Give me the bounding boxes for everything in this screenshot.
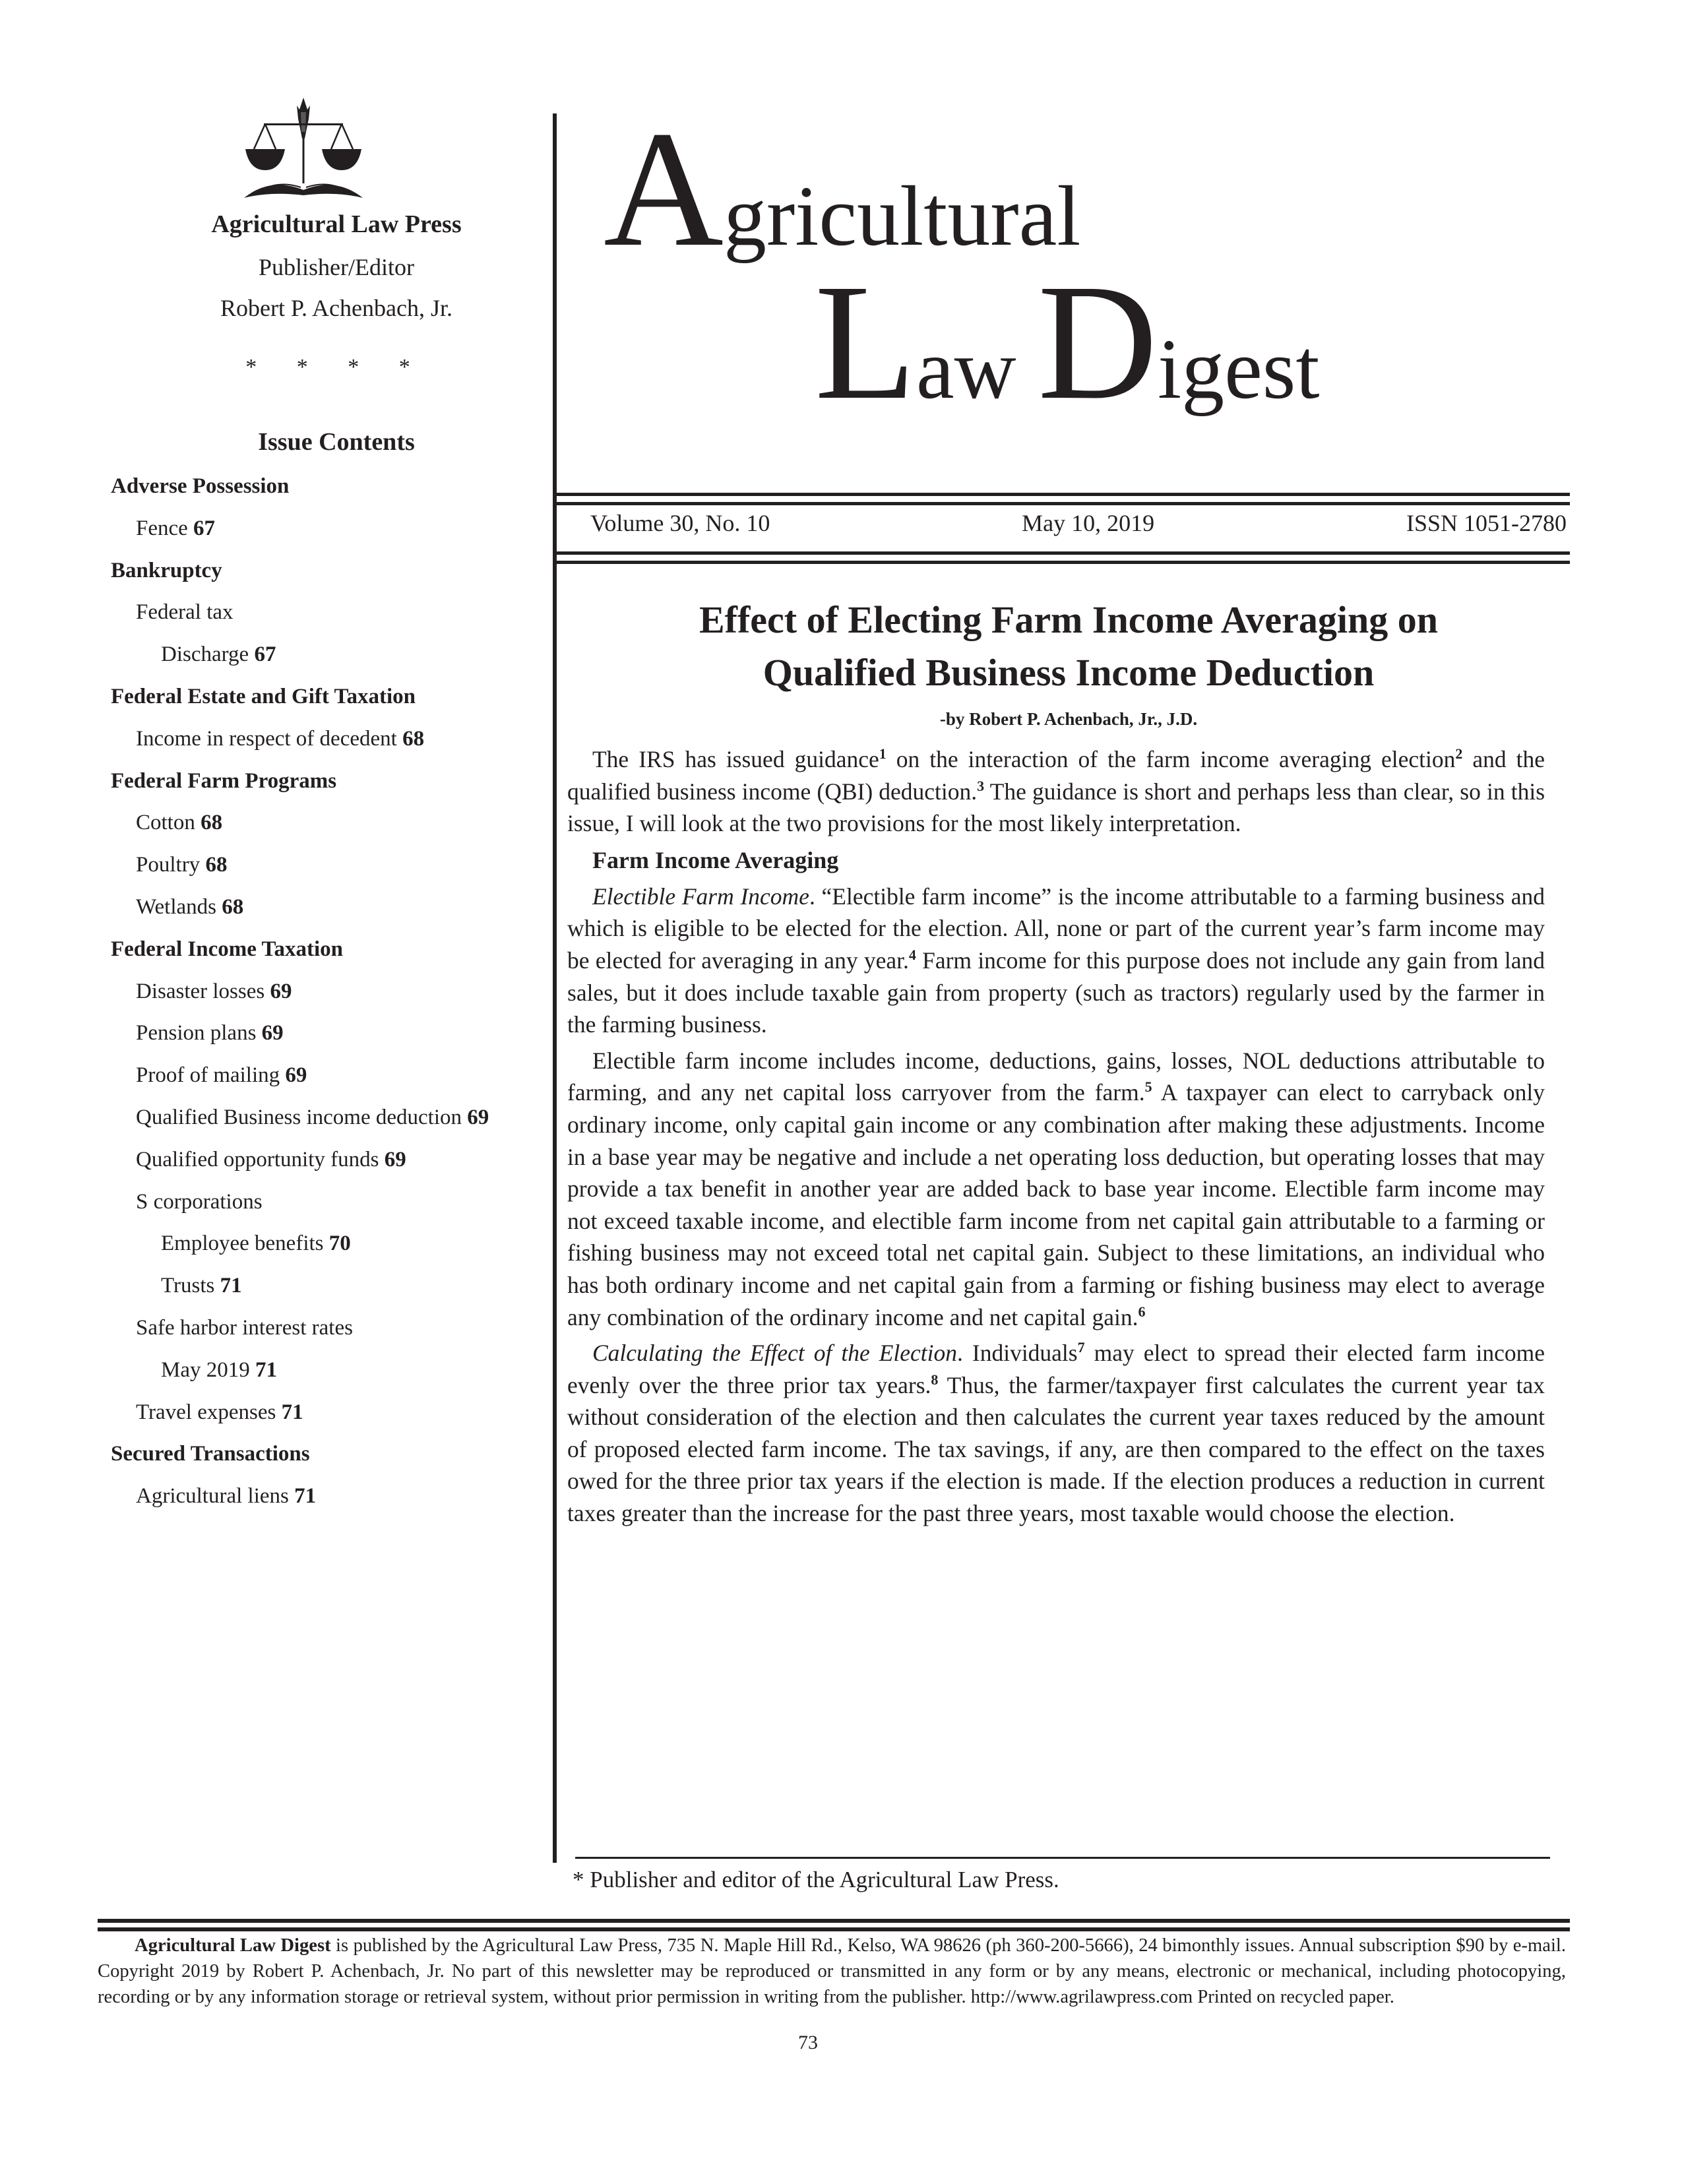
scales-logo-icon [244,92,363,204]
text: A taxpayer can elect to carryback only ordinary income, only capital gain income or any combination after making these adjustments. Income in a base year may be negative and include a net operating loss deduction, but operating losses that may provide a tax benefit in another year are added back to base year income. Electible farm income may not exceed taxable income, and electible farm income from net capital gain attributable to a farming or fishing business may not exceed total net capital gain. Subject to these limitations, an individual who has both ordinary income and net capital gain from a farming or fishing business may elect to average any combination of the ordinary income and net capital gain. [567,1079,1545,1330]
toc-page-number: 69 [384,1147,406,1171]
paragraph-calculating-effect [567,1337,1545,1530]
toc-page-number: 71 [255,1357,277,1382]
toc-label: Pension plans [136,1021,257,1045]
toc-label: Proof of mailing [136,1063,280,1088]
footnote-ref[interactable]: 8 [931,1371,939,1388]
paragraph-electible-income [567,881,1545,1041]
text: . “Electible farm income” is the income attributable to a farming business and which is eligible to be elected for the election. All, none or part of the current year’s farm income may be elected for averaging in any year. [567,883,1545,974]
vertical-divider [553,113,557,1863]
toc-entry[interactable] [111,1101,546,1143]
toc-page-number: 67 [254,642,276,667]
toc-entry[interactable] [111,1480,546,1522]
footer-rule [98,1927,1570,1931]
masthead-cap-a: A [604,96,724,281]
issue-date: May 10, 2019 [1022,510,1155,536]
toc-entry[interactable] [111,1396,546,1438]
volume-number: Volume 30, No. 10 [590,510,770,536]
toc-label: Wetlands [136,894,216,919]
footnote-ref[interactable]: 5 [1144,1078,1152,1096]
text: Thus, the farmer/taxpayer first calculates the current year tax without consideration of the election and then calculates the current year taxes reduced by the amount of proposed elected farm income. The tax savings, if any, are then compared to the effect on the taxes owed for the three prior tax years if the election is made. If the election produces a reduction in current taxes greater than the increase for the past three years, most taxable would choose the election. [567,1371,1545,1527]
toc-page-number: 68 [205,853,228,877]
author-footnote: * Publisher and editor of the Agricultural Law Press. [573,1867,1059,1892]
masthead-word-digest: igest [1158,322,1320,417]
toc-entry [111,1185,546,1228]
toc-entry[interactable] [111,512,546,554]
toc-label: Trusts [161,1274,215,1298]
toc-label: Secured Transactions [111,1442,310,1466]
article-title [567,594,1570,699]
toc-entry[interactable] [111,722,546,764]
toc-label: Travel expenses [136,1400,276,1424]
masthead-word-law: aw [916,322,1038,417]
toc-page-number: 67 [193,516,216,540]
masthead-line-1 [604,96,1081,281]
toc-label: Income in respect of decedent [136,726,397,751]
masthead-rule [557,561,1570,564]
toc-label: S corporations [136,1189,263,1214]
issn: ISSN 1051-2780 [1406,510,1567,536]
toc-section [111,680,546,722]
toc-label: May 2019 [161,1357,250,1382]
masthead-rule [557,502,1570,505]
run-in-heading: Electible Farm Income [592,883,809,910]
article-body [567,743,1545,1534]
separator-stars: * * * * [245,355,427,379]
toc-label: Discharge [161,642,249,667]
toc-entry[interactable] [111,1269,546,1311]
text: and the qualified business income (QBI) deduction. [567,746,1545,805]
toc-entry[interactable] [111,806,546,848]
toc-entry[interactable] [111,848,546,890]
toc-label: Employee benefits [161,1232,324,1256]
masthead-line-2 [815,249,1320,434]
footnote-ref[interactable]: 3 [977,777,985,794]
masthead-rule [557,551,1570,555]
toc-label: Federal Income Taxation [111,937,343,961]
toc-page-number: 70 [328,1232,351,1256]
publisher-role: Publisher/Editor [259,254,414,280]
toc-label: Cotton [136,811,195,835]
toc-label: Qualified opportunity funds [136,1147,379,1171]
toc-label: Bankruptcy [111,558,222,582]
table-of-contents [111,470,546,1522]
toc-page-number: 69 [467,1105,489,1129]
toc-page-number: 68 [402,726,425,751]
colophon-text: is published by the Agricultural Law Press, 735 N. Maple Hill Rd., Kelso, WA 98626 (ph 360-200-5666), 24 bimonthly issues. Annual subscription $90 by e-mail. Copyright 2019 by Robert P. Achenbach, Jr. No part of this newsletter may be reproduced or transmitted in any form or by any means, electronic or mechanical, including photocopying, recording or by any information storage or retrieval system, without prior permission in writing from the publisher. http://www.agrilawpress.com Printed on recycled paper. [98,1935,1566,2007]
page-number: 73 [798,2032,818,2053]
paragraph-intro [567,743,1545,840]
masthead-cap-l: L [815,249,916,434]
article-byline: -by Robert P. Achenbach, Jr., J.D. [939,709,1198,729]
toc-entry[interactable] [111,975,546,1017]
toc-section [111,1437,546,1480]
toc-entry [111,1311,546,1354]
footnote-ref[interactable]: 1 [879,745,887,762]
footnote-rule [575,1857,1550,1859]
footnote-ref[interactable]: 4 [908,946,916,963]
toc-entry[interactable] [111,1143,546,1185]
toc-label: Federal Farm Programs [111,768,337,793]
text: on the interaction of the farm income averaging election [886,746,1456,772]
paragraph-electible-includes [567,1045,1545,1333]
article-title-line-2: Qualified Business Income Deduction [763,651,1375,694]
toc-section [111,470,546,512]
toc-entry[interactable] [111,1227,546,1269]
toc-label: Poultry [136,853,201,877]
toc-page-number: 71 [220,1274,242,1298]
masthead-word-agricultural: gricultural [724,169,1081,264]
section-heading: Farm Income Averaging [592,846,839,873]
text: Farm income for this purpose does not include any gain from land sales, but it does include taxable gain from property (such as tractors) regularly used by the farmer in the farming business. [567,947,1545,1038]
text: . Individuals [957,1340,1078,1367]
toc-entry[interactable] [111,890,546,933]
text: The guidance is short and perhaps less than clear, so in this issue, I will look at the two provisions for the most likely interpretation. [567,778,1545,837]
toc-page-number: 68 [201,811,223,835]
text: Electible farm income includes income, deductions, gains, losses, NOL deductions attributable to farming, and any net capital loss carryover from the farm. [567,1047,1545,1106]
footnote-ref[interactable]: 6 [1138,1303,1146,1320]
toc-label: Federal tax [136,600,234,625]
toc-page-number: 69 [261,1021,284,1045]
text: The IRS has issued guidance [592,746,879,772]
toc-entry[interactable] [111,638,546,680]
text: may elect to spread their elected farm income evenly over the three prior tax years. [567,1340,1545,1398]
masthead-rule [557,493,1570,496]
toc-section [111,933,546,975]
toc-entry[interactable] [111,1354,546,1396]
toc-page-number: 69 [285,1063,307,1088]
article-title-line-1: Effect of Electing Farm Income Averaging on [699,598,1438,641]
toc-label: Federal Estate and Gift Taxation [111,684,416,708]
toc-label: Fence [136,516,188,540]
toc-label: Agricultural liens [136,1484,289,1509]
toc-page-number: 68 [222,894,244,919]
toc-label: Disaster losses [136,979,265,1003]
toc-label: Adverse Possession [111,474,290,498]
toc-entry[interactable] [111,1059,546,1101]
footnote-ref[interactable]: 2 [1455,745,1463,762]
toc-entry[interactable] [111,1016,546,1059]
footnote-ref[interactable]: 7 [1077,1339,1085,1356]
issue-contents-title: Issue Contents [258,428,415,456]
colophon [98,1933,1566,2010]
press-name: Agricultural Law Press [211,210,462,238]
issue-info-bar [590,509,1567,542]
toc-section [111,764,546,807]
masthead-cap-d: D [1038,249,1158,434]
toc-page-number: 69 [270,979,292,1003]
footer-rule [98,1919,1570,1923]
toc-page-number: 71 [294,1484,317,1509]
toc-section [111,554,546,596]
publisher-name: Robert P. Achenbach, Jr. [220,295,452,321]
toc-page-number: 71 [281,1400,303,1424]
colophon-pub-name: Agricultural Law Digest [135,1935,331,1956]
run-in-heading: Calculating the Effect of the Election [592,1340,958,1367]
toc-entry [111,596,546,638]
toc-label: Qualified Business income deduction [136,1105,462,1129]
toc-label: Safe harbor interest rates [136,1315,353,1340]
